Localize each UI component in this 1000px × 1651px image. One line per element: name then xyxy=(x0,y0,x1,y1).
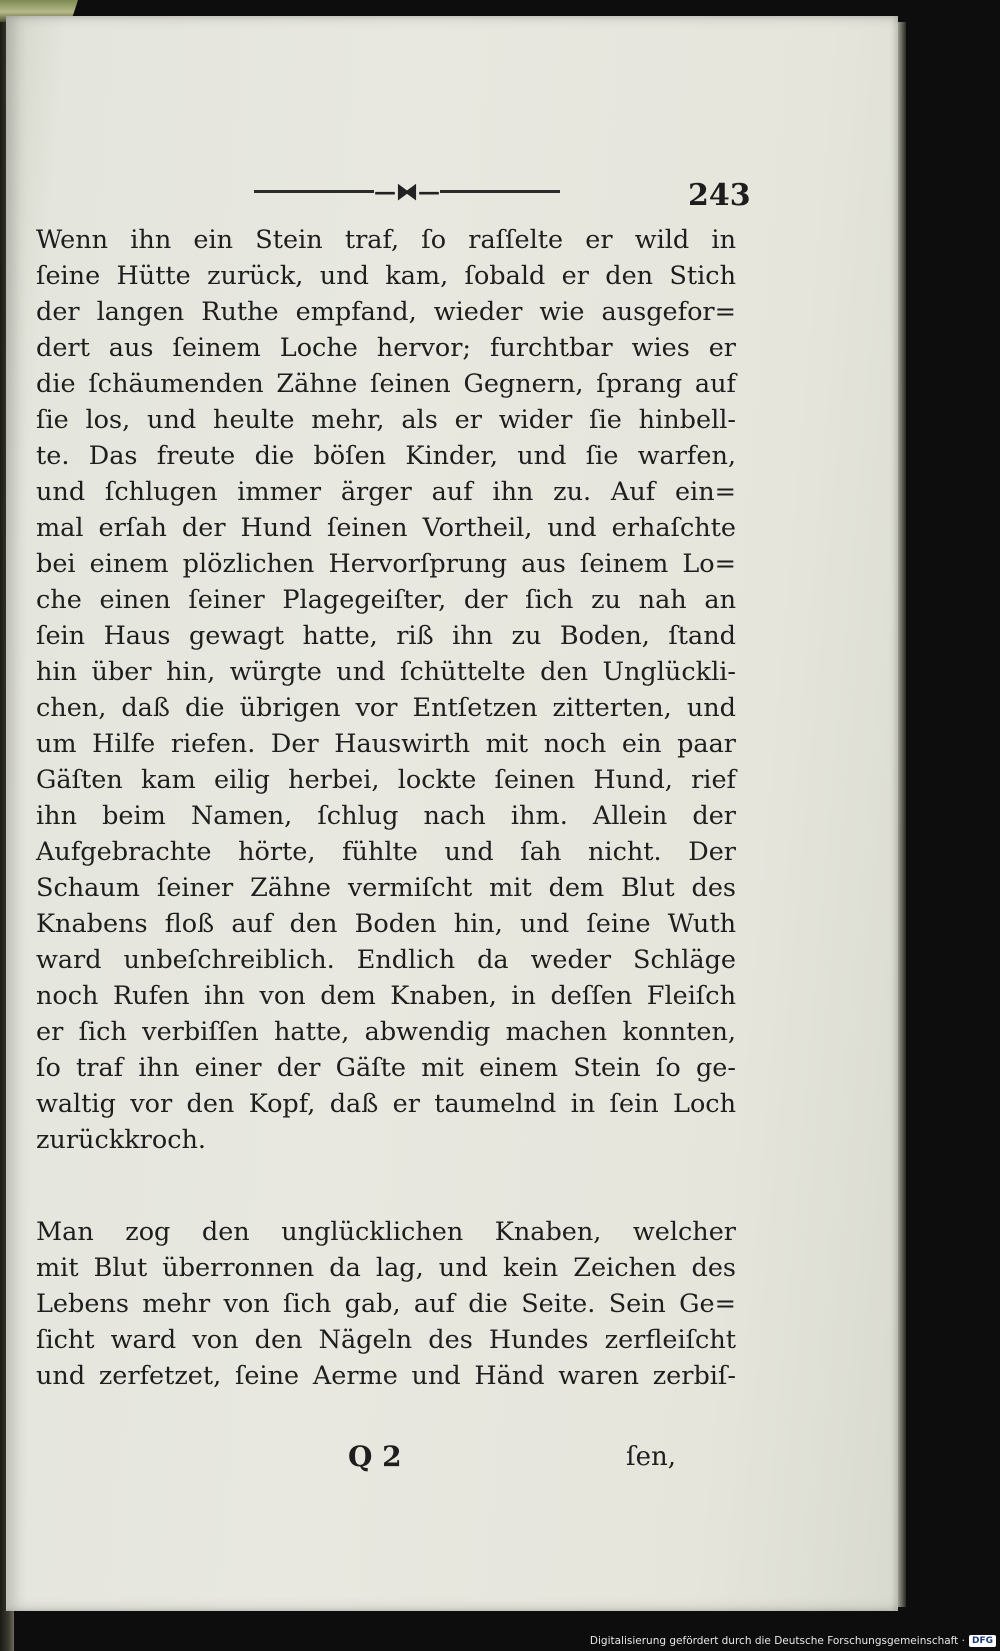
credit-text: Digitalisierung gefördert durch die Deutsche Forschungsgemeinschaft · xyxy=(589,1635,965,1647)
text-line: um Hilfe riefen. Der Hauswirth mit noch ein paar xyxy=(36,729,736,759)
text-line: ſicht ward von den Nägeln des Hundes zerfleiſcht xyxy=(36,1325,736,1355)
text-line: Wenn ihn ein Stein traf, ſo raſſelte er wild in xyxy=(36,225,736,255)
paragraph-gap xyxy=(36,1158,736,1214)
text-line: er ſich verbiſſen hatte, abwendig machen konnten, xyxy=(36,1017,736,1047)
text-line: Lebens mehr von ſich gab, auf die Seite. Sein Ge= xyxy=(36,1289,736,1319)
text-line: hin über hin, würgte und ſchüttelte den Unglückli- xyxy=(36,657,736,687)
digitization-credit xyxy=(590,1635,996,1647)
text-line: ſie los, und heulte mehr, als er wider ſie hinbell- xyxy=(36,405,736,435)
text-line: ſein Haus gewagt hatte, riß ihn zu Boden, ſtand xyxy=(36,621,736,651)
ornament-rule-right xyxy=(440,190,560,193)
page-edge-shadow xyxy=(898,22,906,1607)
text-line: te. Das freute die böſen Kinder, und ſie warfen, xyxy=(36,441,736,471)
page-number: 243 xyxy=(688,178,751,213)
page-footer xyxy=(0,1440,1000,1480)
ornament-rule-left xyxy=(254,190,374,193)
text-line: der langen Ruthe empfand, wieder wie ausgefor= xyxy=(36,297,736,327)
text-line: mit Blut überronnen da lag, und kein Zeichen des xyxy=(36,1253,736,1283)
text-line: und zerfetzet, ſeine Aerme und Händ waren zerbiſ- xyxy=(36,1361,736,1391)
signature-mark: Q 2 xyxy=(348,1440,402,1473)
text-line: chen, daß die übrigen vor Entſetzen zitterten, und xyxy=(36,693,736,723)
text-line: ihn beim Namen, ſchlug nach ihm. Allein der xyxy=(36,801,736,831)
body-text xyxy=(36,222,736,1394)
catchword: ſen, xyxy=(626,1442,677,1472)
text-line: ward unbeſchreiblich. Endlich da weder Schläge xyxy=(36,945,736,975)
text-line: Man zog den unglücklichen Knaben, welcher xyxy=(36,1217,736,1247)
text-line: zurückkroch. xyxy=(36,1125,207,1155)
ornament-glyph: —⧓— xyxy=(374,179,440,205)
text-line: che einen ſeiner Plagegeiſter, der ſich zu nah an xyxy=(36,585,736,615)
text-line: mal erſah der Hund ſeinen Vortheil, und erhaſchte xyxy=(36,513,736,543)
text-line: und ſchlugen immer ärger auf ihn zu. Auf ein= xyxy=(36,477,736,507)
text-line: noch Rufen ihn von dem Knaben, in deſſen Fleiſch xyxy=(36,981,736,1011)
dfg-logo: DFG xyxy=(969,1635,996,1647)
text-line: waltig vor den Kopf, daß er taumelnd in ſein Loch xyxy=(36,1089,736,1119)
text-line: bei einem plözlichen Hervorſprung aus ſeinem Lo= xyxy=(36,549,736,579)
text-line: die ſchäumenden Zähne ſeinen Gegnern, ſprang auf xyxy=(36,369,736,399)
text-line: dert aus ſeinem Loche hervor; furchtbar wies er xyxy=(36,333,736,363)
text-line: ſo traf ihn einer der Gäſte mit einem Stein ſo ge- xyxy=(36,1053,736,1083)
text-line: Gäſten kam eilig herbei, lockte ſeinen Hund, rief xyxy=(36,765,736,795)
text-line: ſeine Hütte zurück, und kam, ſobald er den Stich xyxy=(36,261,736,291)
text-line: Schaum ſeiner Zähne vermiſcht mit dem Blut des xyxy=(36,873,736,903)
text-line: Knabens floß auf den Boden hin, und ſeine Wuth xyxy=(36,909,736,939)
text-line: Aufgebrachte hörte, fühlte und ſah nicht. Der xyxy=(36,837,736,867)
header-ornament xyxy=(254,178,560,206)
